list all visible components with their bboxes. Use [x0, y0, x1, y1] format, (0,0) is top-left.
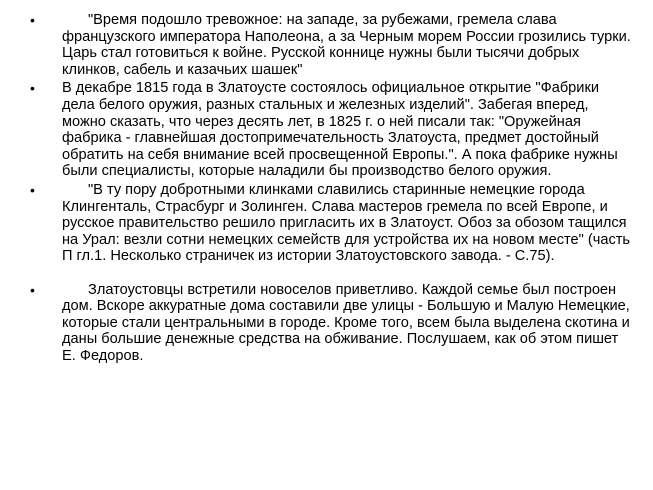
bullet-icon: •	[30, 80, 35, 97]
paragraph-text: В декабре 1815 года в Златоусте состоялось официальное открытие "Фабрики дела белого оружия, разных стальных и железных изделий". Забегая вперед, можно сказать, что через десять лет, в 1825 г. о ней писали так: "Оружейная фабрика - главнейшая достопримечательность Златоуста, предмет достойный обратить на себя внимание всей просвещенной Европы.". А пока фабрике нужны были специалисты, которые наладили бы производство белого оружия.	[62, 80, 618, 180]
paragraph-text: "Время подошло тревожное: на западе, за рубежами, гремела слава французского императора Наполеона, а за Черным морем России грозились турки. Царь стал готовиться к войне. Русской коннице нужны были тысячи добрых клинков, сабель и казачьих шашек"	[62, 12, 631, 78]
list-item	[30, 12, 634, 78]
bullet-icon: •	[30, 181, 35, 198]
paragraph-text: Златоустовцы встретили новоселов приветливо. Каждой семье был построен дом. Вскоре аккуратные дома составили две улицы - Большую и Малую Немецкие, которые стали центральными в городе. Кроме того, всем была выделена скотина и даны большие денежные средства на обживание. Послушаем, как об этом пишет Е. Федоров.	[62, 281, 630, 364]
list-item	[30, 282, 634, 365]
paragraph-text: "В ту пору добротными клинками славились старинные немецкие города Клингенталь, Страсбург и Золинген. Слава мастеров гремела по всей Европе, и русское правительство решило пригласить их в Златоуст. Обоз за обозом тащился на Урал: везли сотни немецких семейств для устройства их на новом месте" (часть П гл.1. Несколько страничек из истории Златоустовского завода. - С.75).	[62, 181, 631, 265]
bullet-icon: •	[30, 12, 35, 28]
bullet-icon: •	[30, 281, 35, 298]
list-item	[30, 80, 634, 180]
list-item	[30, 182, 634, 265]
bullet-list	[30, 12, 634, 366]
